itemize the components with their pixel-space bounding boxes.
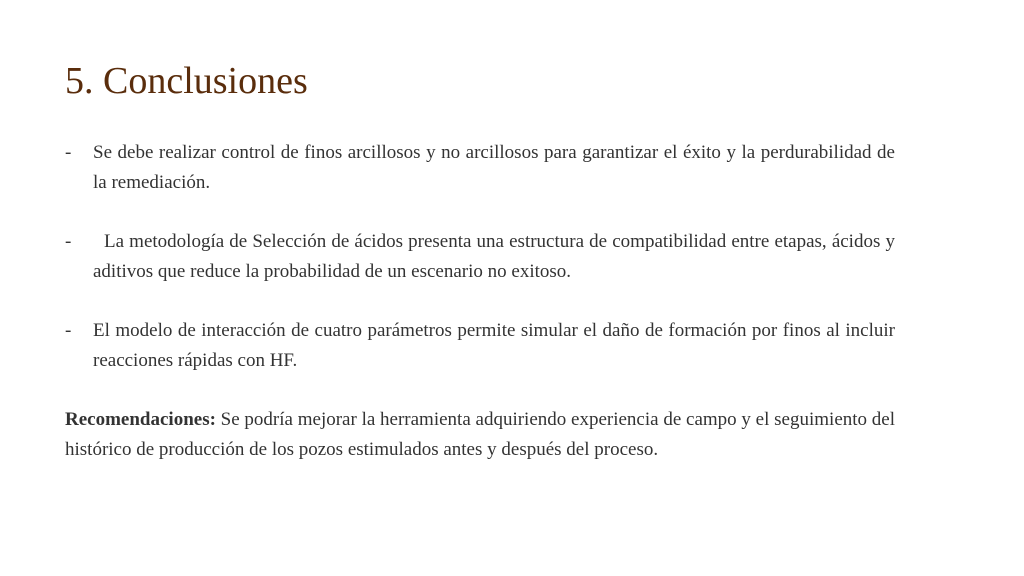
recommendations-text: Se podría mejorar la herramienta adquiriendo experiencia de campo y el seguimiento del histórico de producción de los pozos estimulados antes y después del proceso.: [65, 409, 895, 460]
bullet-dash: -: [65, 142, 72, 163]
bullet-text: La metodología de Selección de ácidos presenta una estructura de compatibilidad entre etapas, ácidos y aditivos que reduce la probabilidad de un escenario no exitoso.: [93, 231, 895, 282]
recommendations-label: Recomendaciones:: [65, 409, 216, 430]
bullet-dash: -: [65, 231, 72, 252]
bullet-dash: -: [65, 320, 72, 341]
bullet-item: [65, 316, 895, 376]
recommendations-paragraph: [65, 405, 895, 465]
slide-title: 5. Conclusiones: [65, 60, 308, 102]
bullet-text: El modelo de interacción de cuatro parámetros permite simular el daño de formación por finos al incluir reacciones rápidas con HF.: [93, 320, 895, 371]
slide-content: [65, 138, 895, 465]
bullet-item: [65, 227, 895, 287]
bullet-item: [65, 138, 895, 198]
bullet-text: Se debe realizar control de finos arcillosos y no arcillosos para garantizar el éxito y la perdurabilidad de la remediación.: [93, 142, 895, 193]
